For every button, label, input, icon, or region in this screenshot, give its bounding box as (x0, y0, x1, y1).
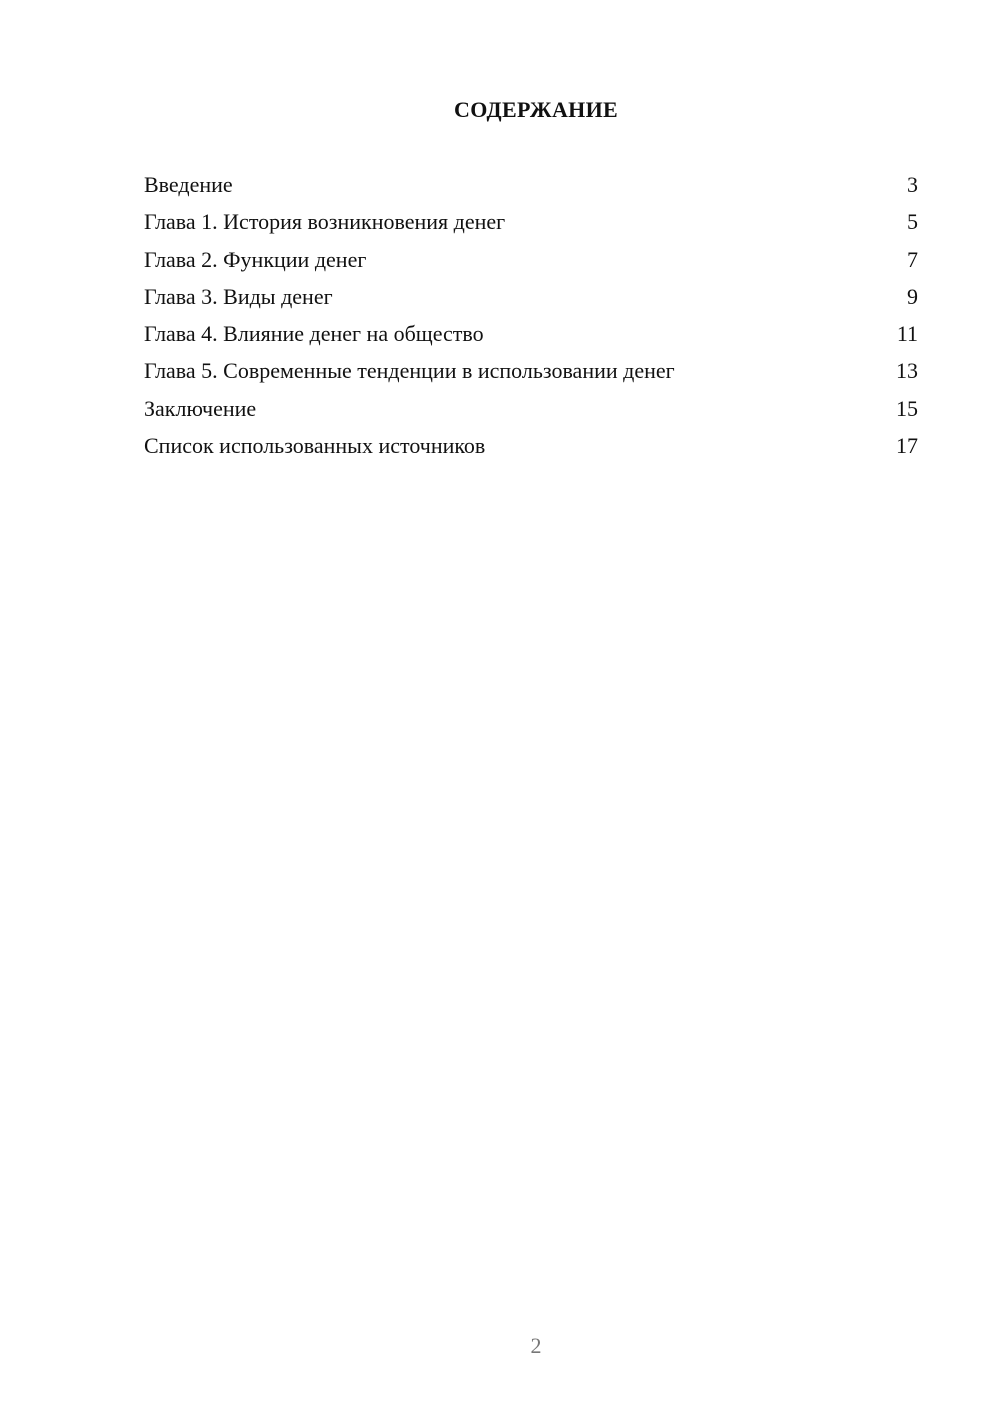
table-of-contents (144, 170, 918, 468)
toc-entry-page: 13 (896, 358, 918, 384)
toc-entry-page: 15 (896, 395, 918, 421)
toc-entry-chapter-4[interactable] (144, 319, 918, 356)
toc-entry-chapter-2[interactable] (144, 245, 918, 282)
toc-entry-label: Глава 2. Функции денег (144, 246, 367, 272)
toc-entry-introduction[interactable] (144, 170, 918, 207)
toc-entry-label: Глава 3. Виды денег (144, 283, 333, 309)
toc-entry-page: 17 (896, 433, 918, 459)
toc-heading: СОДЕРЖАНИЕ (454, 97, 618, 122)
toc-entry-chapter-5[interactable] (144, 356, 918, 393)
toc-entry-label: Глава 1. История возникновения денег (144, 209, 506, 235)
toc-entry-chapter-3[interactable] (144, 282, 918, 319)
toc-entry-label: Глава 5. Современные тенденции в использовании денег (144, 358, 675, 384)
toc-entry-page: 7 (907, 246, 918, 272)
toc-entry-label: Глава 4. Влияние денег на общество (144, 321, 484, 347)
toc-entry-page: 3 (907, 172, 918, 197)
toc-entry-references[interactable] (144, 431, 918, 468)
toc-entry-label: Заключение (144, 395, 257, 421)
toc-entry-label: Введение (144, 172, 233, 197)
toc-entry-label: Список использованных источников (144, 433, 486, 459)
toc-entry-page: 5 (907, 209, 918, 235)
toc-entry-conclusion[interactable] (144, 394, 918, 431)
toc-entry-page: 11 (896, 321, 918, 347)
toc-entry-page: 9 (907, 283, 918, 309)
toc-entry-chapter-1[interactable] (144, 207, 918, 244)
page-number: 2 (530, 1333, 542, 1358)
